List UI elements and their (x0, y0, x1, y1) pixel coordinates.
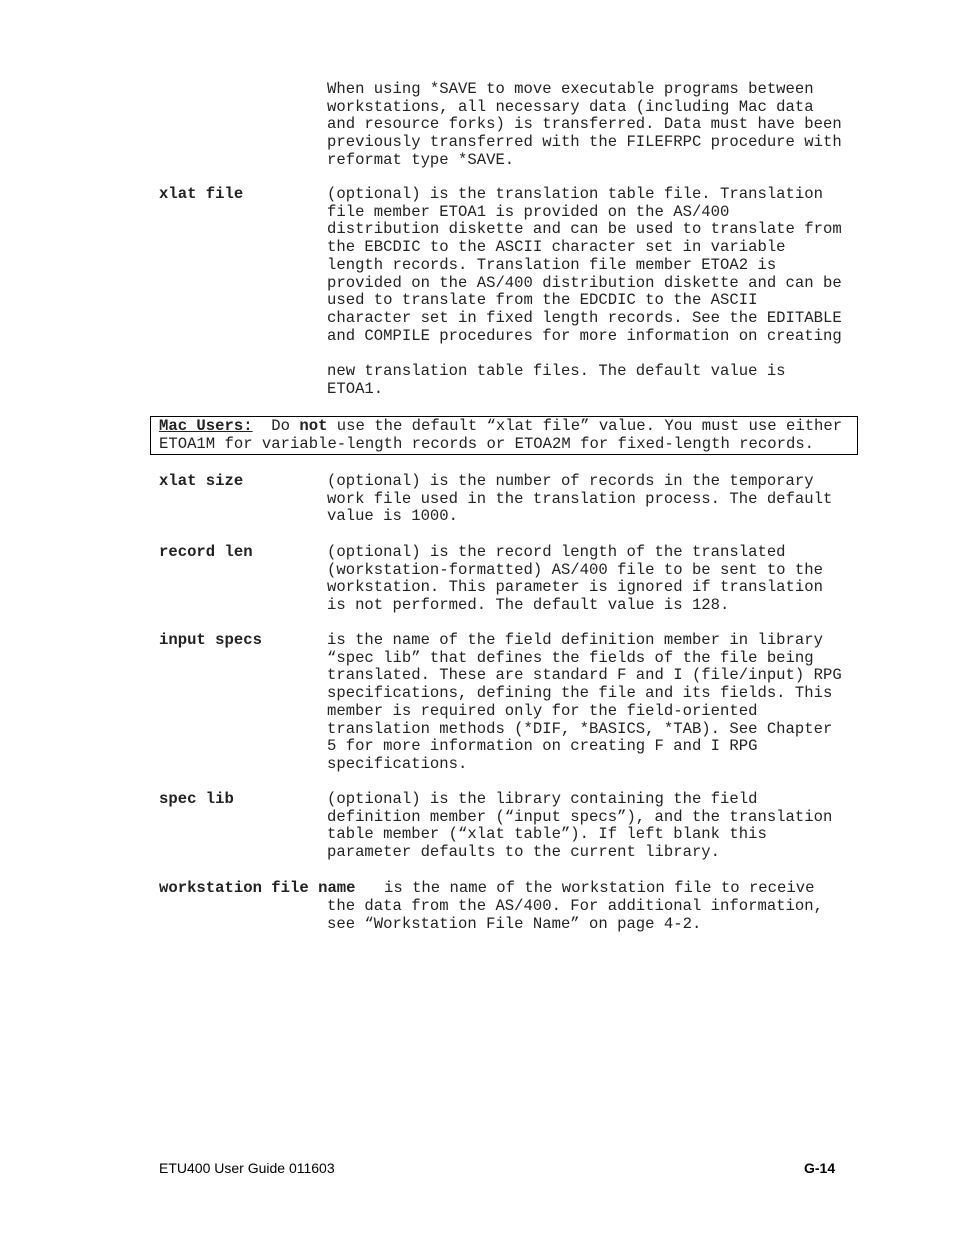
note-line1-rest: use the default “xlat file” value. You must use either (327, 417, 843, 435)
mac-users-note (159, 418, 842, 453)
note-pre: Do (252, 417, 300, 435)
note-emphasis: not (299, 417, 328, 435)
param-term-input-specs: input specs (159, 631, 262, 649)
param-desc-record-len: (optional) is the record length of the translated (workstation-formatted) AS/400 file to be sent to the workstation. This parameter is ignored if translation is not performed. The default value is 128. (327, 543, 823, 615)
intro-paragraph: When using *SAVE to move executable programs between workstations, all necessary data (including Mac data and resource forks) is transferred. Data must have been previously transferred with the FILEFRPC procedure with reformat type *SAVE. (327, 80, 842, 169)
param-term-record-len: record len (159, 543, 253, 561)
param-desc-xlat-size: (optional) is the number of records in the temporary work file used in the translation process. The default value is 1000. (327, 472, 833, 526)
param-term-spec-lib: spec lib (159, 790, 234, 808)
note-line2: ETOA1M for variable-length records or ETOA2M for fixed-length records. (159, 434, 815, 453)
param-desc-spec-lib: (optional) is the library containing the field definition member (“input specs”), and the translation table member (“xlat table”). If left blank this parameter defaults to the current library. (327, 790, 833, 862)
footer-page-number: G-14 (804, 1160, 836, 1176)
param-desc-workstation-file-name-rest: the data from the AS/400. For additional information, see “Workstation File Name” on page 4-2. (327, 897, 823, 933)
param-term-xlat-size: xlat size (159, 472, 244, 490)
param-desc-xlat-file-continued: new translation table files. The default value is ETOA1. (327, 362, 786, 398)
param-desc-workstation-file-name-first: is the name of the workstation file to receive (384, 879, 815, 897)
param-desc-input-specs: is the name of the field definition member in library “spec lib” that defines the fields of the file being translated. These are standard F and I (file/input) RPG specifications, defining the file and its fields. This member is required only for the field-oriented translation methods (*DIF, *BASICS, *TAB). See Chapter 5 for more information on creating F and I RPG specifications. (327, 631, 842, 773)
footer-guide-title: ETU400 User Guide 011603 (159, 1160, 335, 1176)
note-label: Mac Users: (159, 417, 253, 435)
param-desc-xlat-file: (optional) is the translation table file. Translation file member ETOA1 is provided on the AS/400 distribution diskette and can be used to translate from the EBCDIC to the ASCII character set in variable length records. Translation file member ETOA2 is provided on the AS/400 distribution diskette and can be used to translate from the EDCDIC to the ASCII character set in fixed length records. See the EDITABLE and COMPILE procedures for more information on creating (327, 185, 842, 345)
param-term-workstation-file-name: workstation file name (159, 879, 356, 897)
param-term-xlat-file: xlat file (159, 185, 244, 203)
